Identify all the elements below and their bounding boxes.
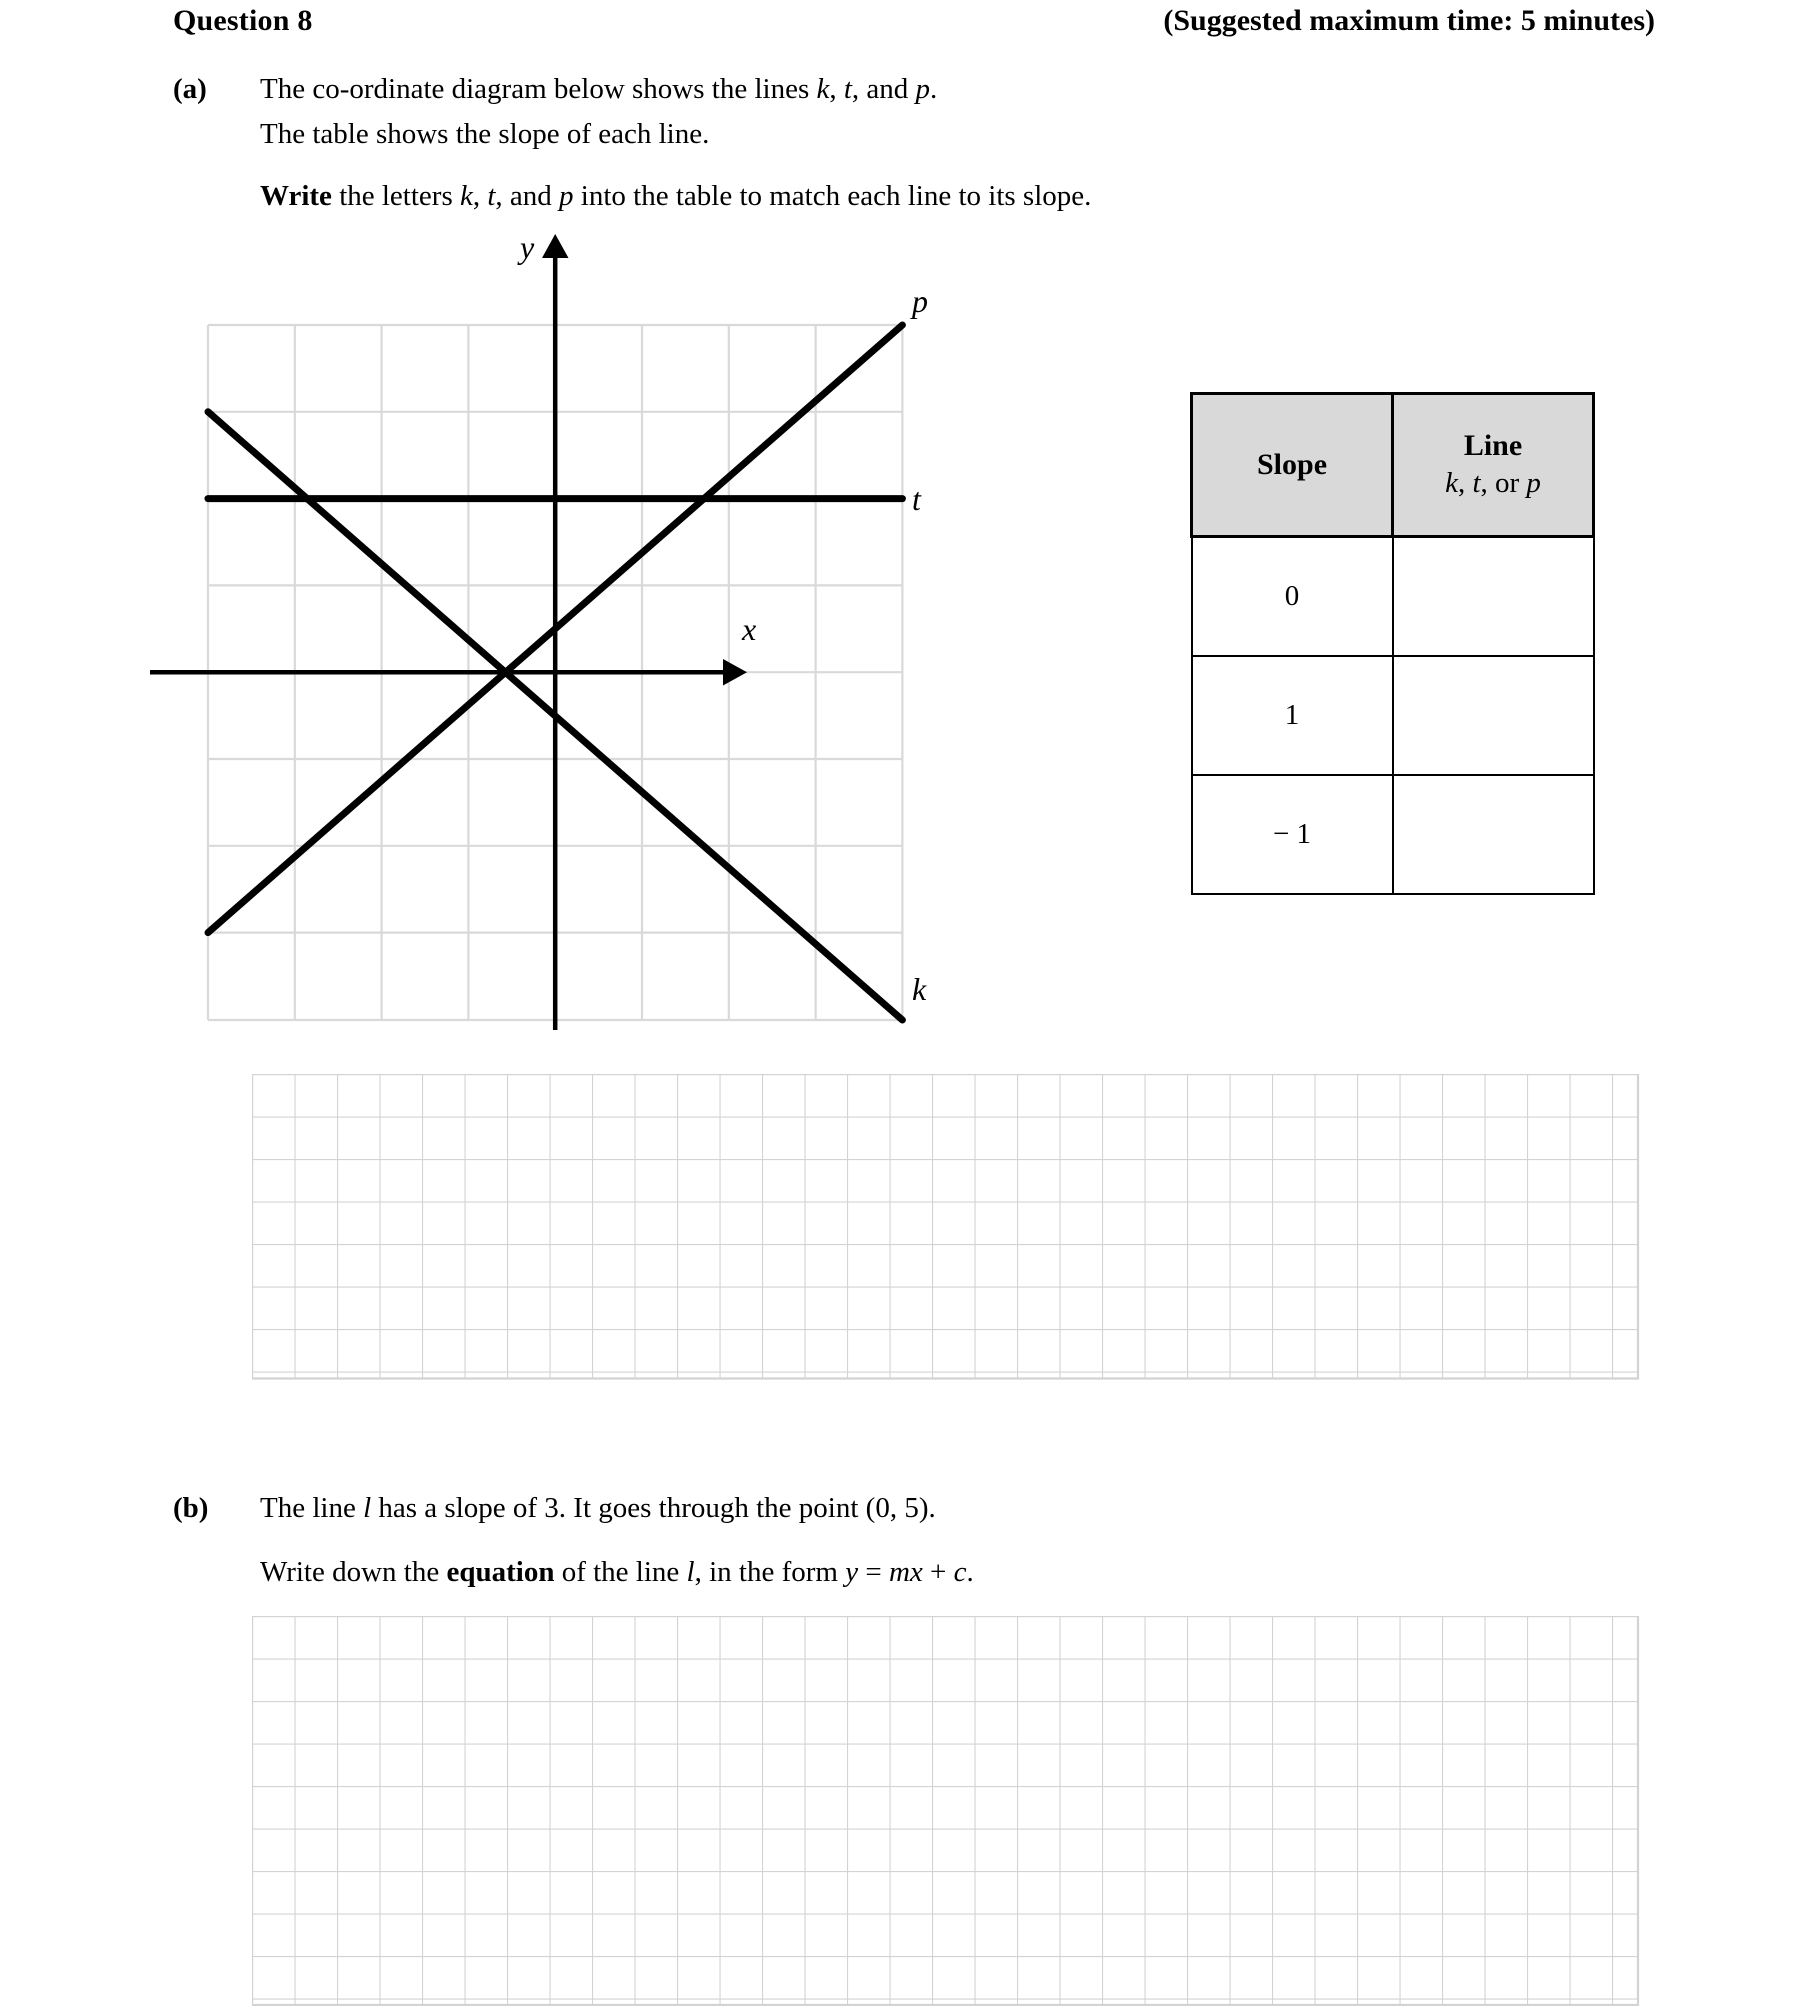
part-a-line3-mid3: , and <box>495 180 560 212</box>
equation-y: y <box>845 1556 859 1588</box>
equation-c: c <box>953 1556 967 1588</box>
part-b-line2-mid: of the line <box>554 1556 687 1588</box>
line-answer-cell-2[interactable] <box>1393 775 1594 894</box>
line-name-k-2: k <box>459 180 473 212</box>
page-title: Question 8 <box>173 4 313 37</box>
line-name-k: k <box>816 73 830 105</box>
line-name-t: t <box>843 73 852 105</box>
part-a-line1-pre: The co-ordinate diagram below shows the lines <box>260 73 817 105</box>
part-b-label: (b) <box>173 1492 209 1524</box>
x-axis-arrowhead <box>723 659 747 686</box>
part-a-line3-end: into the table to match each line to its slope. <box>573 180 1092 212</box>
part-a-line-1 <box>260 73 937 106</box>
y-axis-arrowhead <box>542 234 569 258</box>
line-label-k: k <box>912 971 927 1007</box>
suggested-time-note: (Suggested maximum time: 5 minutes) <box>1163 4 1655 37</box>
part-b-line-2 <box>260 1556 974 1589</box>
equation-equals: = <box>858 1556 889 1588</box>
equation-keyword: equation <box>446 1556 555 1588</box>
table-header-slope <box>1192 394 1393 537</box>
part-b-line2-mid2: , in the form <box>694 1556 846 1588</box>
line-answer-cell-1[interactable] <box>1393 656 1594 775</box>
line-label-t: t <box>912 481 921 517</box>
part-b-line1-post: has a slope of 3. It goes through the point (0, 5). <box>371 1492 936 1524</box>
x-axis-label: x <box>742 611 757 647</box>
part-b-line-1 <box>260 1492 936 1525</box>
answer-grid-b-svg <box>252 1616 1640 2006</box>
table-header-line-label: Line <box>1463 428 1523 462</box>
part-a-label: (a) <box>173 73 207 105</box>
part-a-line3-mid2: , <box>472 180 488 212</box>
part-a-line1-sep2: , and <box>851 73 916 105</box>
header-or: , or <box>1480 467 1527 500</box>
part-b-line2-pre: Write down the <box>260 1556 447 1588</box>
equation-plus: + <box>922 1556 954 1588</box>
table-header-row <box>1192 394 1594 537</box>
line-name-p: p <box>915 73 931 105</box>
table-row <box>1192 656 1594 775</box>
part-a-line3-mid1: the letters <box>331 180 460 212</box>
line-name-p-2: p <box>559 180 574 212</box>
table-header-slope-label: Slope <box>1256 448 1328 482</box>
slope-value-cell-1: 1 <box>1192 656 1393 775</box>
header-sep1: , <box>1457 467 1473 500</box>
answer-grid-a-svg <box>252 1074 1640 1380</box>
header-k: k <box>1445 467 1458 500</box>
header-t: t <box>1472 467 1481 500</box>
part-b-line1-pre: The line <box>260 1492 364 1524</box>
line-answer-cell-0[interactable] <box>1393 537 1594 657</box>
slope-value-cell-0: 0 <box>1192 537 1393 657</box>
line-name-t-2: t <box>487 180 496 212</box>
answer-grid-b-surface <box>252 1616 1638 2005</box>
answer-grid-b[interactable] <box>252 1616 1640 2006</box>
slope-value-cell-2: − 1 <box>1192 775 1393 894</box>
y-axis-label: y <box>520 229 535 265</box>
table-header-line <box>1393 394 1594 537</box>
part-a-line-2: The table shows the slope of each line. <box>260 118 710 150</box>
table-header-line-sublabel <box>1394 464 1592 503</box>
part-b-line2-end: . <box>966 1556 974 1588</box>
write-keyword: Write <box>260 180 332 212</box>
line-label-p: p <box>912 283 928 319</box>
table-row <box>1192 775 1594 894</box>
answer-grid-a-surface <box>252 1074 1638 1379</box>
line-name-l-2: l <box>686 1556 695 1588</box>
part-a-line1-end: . <box>930 73 938 105</box>
answer-grid-a[interactable] <box>252 1074 1640 1380</box>
coordinate-diagram <box>140 200 940 1040</box>
header-p: p <box>1526 467 1541 500</box>
table-row <box>1192 537 1594 657</box>
equation-x: x <box>909 1556 923 1588</box>
line-name-l: l <box>363 1492 372 1524</box>
part-a-line1-sep1: , <box>829 73 844 105</box>
equation-m: m <box>888 1556 910 1588</box>
slope-line-table <box>1190 392 1595 895</box>
